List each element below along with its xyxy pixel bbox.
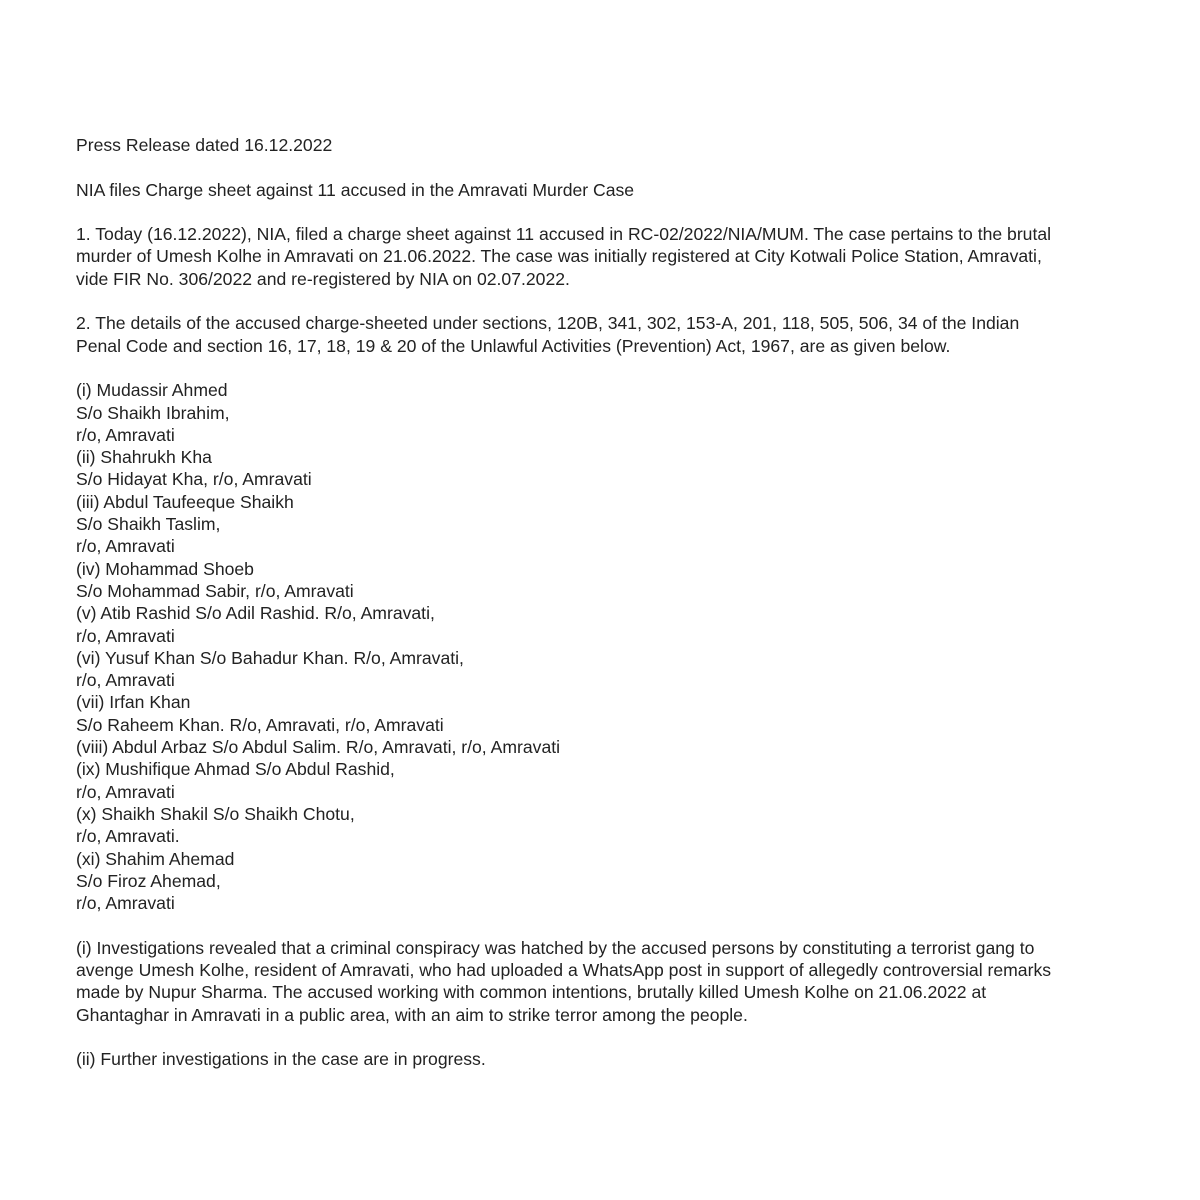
paragraph-line: 1. Today (16.12.2022), NIA, filed a charge sheet against 11 accused in RC-02/2022/NIA/MUM. The case pertains to the brutal <box>76 224 1052 245</box>
paragraph-line: (ii) Further investigations in the case are in progress. <box>76 1049 486 1070</box>
accused-list-line: r/o, Amravati. <box>76 826 180 847</box>
paragraph-charge-sheet <box>76 223 1156 290</box>
spacer <box>76 201 1156 223</box>
accused-list-line: (xi) Shahim Ahemad <box>76 848 235 869</box>
paragraph-further-investigation <box>76 1048 1156 1070</box>
accused-list-line: S/o Mohammad Sabir, r/o, Amravati <box>76 580 354 601</box>
accused-list-line: r/o, Amravati <box>76 424 175 445</box>
paragraph-sections <box>76 312 1156 357</box>
accused-list <box>76 379 1156 914</box>
paragraph-line: (i) Investigations revealed that a criminal conspiracy was hatched by the accused persons by constituting a terrorist gang to <box>76 937 1035 958</box>
accused-list-line: (x) Shaikh Shakil S/o Shaikh Chotu, <box>76 803 355 824</box>
accused-list-line: (iii) Abdul Taufeeque Shaikh <box>76 491 294 512</box>
accused-list-line: (vii) Irfan Khan <box>76 692 191 713</box>
accused-list-line: S/o Hidayat Kha, r/o, Amravati <box>76 469 312 490</box>
paragraph-line: vide FIR No. 306/2022 and re-registered by NIA on 02.07.2022. <box>76 268 570 289</box>
paragraph-line: murder of Umesh Kolhe in Amravati on 21.06.2022. The case was initially registered at City Kotwali Police Station, Amravati, <box>76 246 1042 267</box>
paragraph-line: Penal Code and section 16, 17, 18, 19 & 20 of the Unlawful Activities (Prevention) Act, 1967, are as given below. <box>76 335 951 356</box>
accused-list-line: (i) Mudassir Ahmed <box>76 380 228 401</box>
accused-list-line: (vi) Yusuf Khan S/o Bahadur Khan. R/o, Amravati, <box>76 647 464 668</box>
accused-list-line: S/o Shaikh Ibrahim, <box>76 402 230 423</box>
paragraph-investigation-findings <box>76 937 1156 1026</box>
release-title <box>76 179 1156 201</box>
accused-list-line: r/o, Amravati <box>76 625 175 646</box>
accused-list-line: (iv) Mohammad Shoeb <box>76 558 254 579</box>
release-date-line <box>76 134 1156 156</box>
accused-list-line: S/o Firoz Ahemad, <box>76 870 221 891</box>
accused-list-line: r/o, Amravati <box>76 781 175 802</box>
paragraph-line: made by Nupur Sharma. The accused working with common intentions, brutally killed Umesh Kolhe on 21.06.2022 at <box>76 982 987 1003</box>
accused-list-line: r/o, Amravati <box>76 670 175 691</box>
accused-list-line: (ix) Mushifique Ahmad S/o Abdul Rashid, <box>76 759 395 780</box>
paragraph-line: avenge Umesh Kolhe, resident of Amravati, who had uploaded a WhatsApp post in support of allegedly controversial remarks <box>76 959 1052 980</box>
accused-list-line: r/o, Amravati <box>76 536 175 557</box>
press-release-document <box>76 134 1156 1070</box>
spacer <box>76 156 1156 178</box>
paragraph-line: Ghantaghar in Amravati in a public area, with an aim to strike terror among the people. <box>76 1004 748 1025</box>
release-date-text: Press Release dated 16.12.2022 <box>76 135 333 155</box>
spacer <box>76 290 1156 312</box>
spacer <box>76 914 1156 936</box>
accused-list-line: S/o Shaikh Taslim, <box>76 514 221 535</box>
accused-list-line: r/o, Amravati <box>76 893 175 914</box>
paragraph-line: 2. The details of the accused charge-sheeted under sections, 120B, 341, 302, 153-A, 201, 118, 505, 506, 34 of the Indian <box>76 313 1020 334</box>
release-title-text: NIA files Charge sheet against 11 accused in the Amravati Murder Case <box>76 179 635 200</box>
spacer <box>76 357 1156 379</box>
accused-list-line: (ii) Shahrukh Kha <box>76 447 212 468</box>
accused-list-line: (v) Atib Rashid S/o Adil Rashid. R/o, Amravati, <box>76 603 435 624</box>
accused-list-line: S/o Raheem Khan. R/o, Amravati, r/o, Amravati <box>76 714 444 735</box>
accused-list-line: (viii) Abdul Arbaz S/o Abdul Salim. R/o, Amravati, r/o, Amravati <box>76 737 561 758</box>
spacer <box>76 1026 1156 1048</box>
